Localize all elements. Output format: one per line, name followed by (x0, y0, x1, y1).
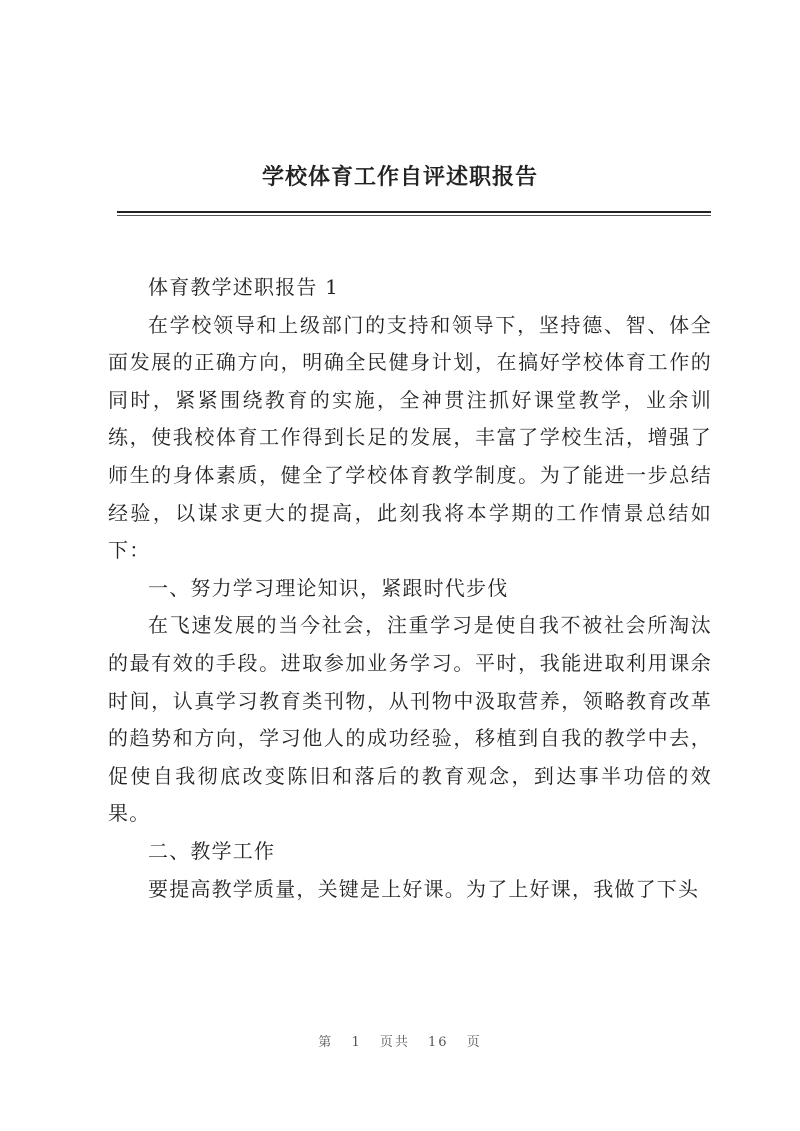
page-prefix: 第 (318, 1035, 334, 1050)
document-body (108, 269, 712, 908)
section-heading: 体育教学述职报告 1 (148, 275, 340, 299)
body-paragraph: 要提高教学质量，关键是上好课。为了上好课，我做了下头 (148, 876, 700, 901)
section-heading: 一、努力学习理论知识，紧跟时代步伐 (148, 575, 509, 600)
page-total: 16 (428, 1035, 449, 1050)
page-suffix: 页 (466, 1035, 482, 1050)
body-paragraph: 在学校领导和上级部门的支持和领导下，坚持德、智、体全面发展的正确方向，明确全民健身计划，在搞好学校体育工作的同时，紧紧围绕教育的实施，全神贯注抓好课堂教学，业余训练，使我校体育工作得到长足的发展，丰富了学校生活，增强了师生的身体素质，健全了学校体育教学制度。为了能进一步总结经验，以谋求更大的提高，此刻我将本学期的工作情景总结如下： (108, 312, 712, 563)
title-divider-thin (117, 215, 711, 216)
document-title: 学校体育工作自评述职报告 (261, 164, 538, 190)
body-paragraph: 在飞速发展的当今社会，注重学习是使自我不被社会所淘汰的最有效的手段。进取参加业务学习。平时，我能进取利用课余时间，认真学习教育类刊物，从刊物中汲取营养，领略教育改革的趋势和方向，学习他人的成功经验，移植到自我的教学中去，促使自我彻底改变陈旧和落后的教育观念，到达事半功倍的效果。 (108, 613, 712, 826)
section-heading: 二、教学工作 (148, 838, 276, 863)
title-divider-thick (117, 211, 711, 213)
page-footer (0, 1031, 800, 1050)
page-mid: 页共 (379, 1035, 410, 1050)
page-number: 1 (351, 1035, 362, 1050)
